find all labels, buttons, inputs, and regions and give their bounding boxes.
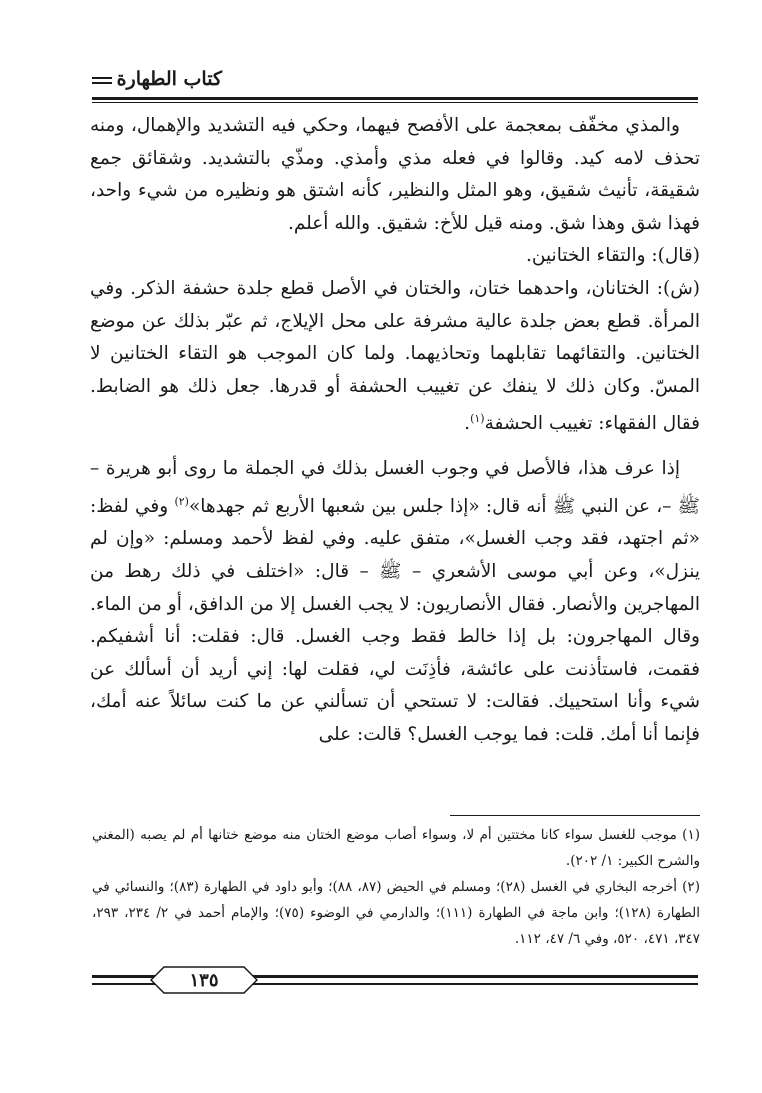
- footnote-1: (١) موجب للغسل سواء كانا مختتين أم لا، وسواء أصاب موضع الختان منه موضع ختانها أم لم يصبه (المغني والشرح الكبير: ١/ ٢٠٢).: [92, 827, 700, 869]
- paragraph-hadith: [90, 453, 700, 752]
- running-header-title: كتاب الطهارة: [116, 68, 222, 90]
- sharh-end: .: [464, 413, 471, 435]
- header-rule-thin: [92, 102, 698, 103]
- footnote-ref-1[interactable]: (١): [470, 412, 485, 426]
- footnote-separator: [450, 815, 700, 816]
- footnote-ref-2[interactable]: (٢): [174, 494, 189, 508]
- footnotes: [92, 822, 700, 952]
- footnote-2: (٢) أخرجه البخاري في الغسل (٢٨)؛ ومسلم في الحيض (٨٧، ٨٨)؛ وأبو داود في الطهارة (٨٣)؛ والنسائي في الطهارة (١٢٨)؛ وابن ماجة في الطهارة (١١١)؛ والدارمي في الوضوء (٧٥)؛ والإمام أحمد في ٢/ ٢٣٤، ٢٩٣، ٣٤٧، ٤٧١، ٥٢٠، وفي ٦/ ٤٧، ١١٢.: [92, 879, 700, 947]
- paragraph-sharh: [90, 273, 700, 441]
- paragraph-gap: [90, 441, 700, 453]
- header-ornament-bars: [92, 77, 112, 87]
- main-text: [90, 110, 700, 752]
- paragraph-mathi: والمذي مخفّف بمعجمة على الأفصح فيهما، وحكي فيه التشديد والإهمال، ومنه تحذف لامه كيد. وقالوا في فعله مذي وأمذي. ومذّي بالتشديد. وشقائق جمع شقيقة، تأنيث شقيق، وهو المثل والنظير، كأنه اشتق هو ونظيره من شيء واحد، فهذا شق وهذا شق. ومنه قيل للأخ: شقيق. والله أعلم.: [90, 115, 700, 234]
- header-rule-thick: [92, 97, 698, 100]
- sharh-text: (ش): الختانان، واحدهما ختان، والختان في الأصل قطع جلدة حشفة الذكر. وفي المرأة. قطع بعض جلدة عالية مشرفة على محل الإيلاج، ثم عبّر بذلك عن موضع الختانين. والتقائهما تقابلهما وتحاذيهما. ولما كان الموجب هو التقاء الختانين لا المسّ. وكان ذلك لا ينفك عن تغييب الحشفة أو قدرها. جعل ذلك هو الضابط. فقال الفقهاء: تغييب الحشفة: [90, 277, 701, 435]
- paragraph-qala: (قال): والتقاء الختانين.: [526, 245, 700, 267]
- hadith-text-b: وفي لفظ: «ثم اجتهد، فقد وجب الغسل»، متفق عليه. وفي لفظ لأحمد ومسلم: «وإن لم ينزل»، وعن أبي موسى الأشعري – ﷺ – قال: «اختلف في ذلك رهط من المهاجرين والأنصار. فقال الأنصاريون: لا يجب الغسل إلا من الدافق، أو من الماء. وقال المهاجرون: بل إذا خالط فقط وجب الغسل. قال: فقلت: أنا أشفيكم. فقمت، فاستأذنت على عائشة، فأذِنَت لي، فقلت لها: إني أريد أن أسألك عن شيء وأنا استحييك. فقالت: لا تستحي أن تسألني عن ما كنت سائلاً عنه أمك، فإنما أنا أمك. قلت: فما يوجب الغسل؟ قالت: على: [90, 495, 700, 745]
- page-number: ١٣٥: [189, 970, 219, 991]
- hadith-text-a: إذا عرف هذا، فالأصل في وجوب الغسل بذلك في الجملة ما روى أبو هريرة – ﷺ –، عن النبي ﷺ أنه قال: «إذا جلس بين شعبها الأربع ثم جهدها»: [90, 458, 700, 517]
